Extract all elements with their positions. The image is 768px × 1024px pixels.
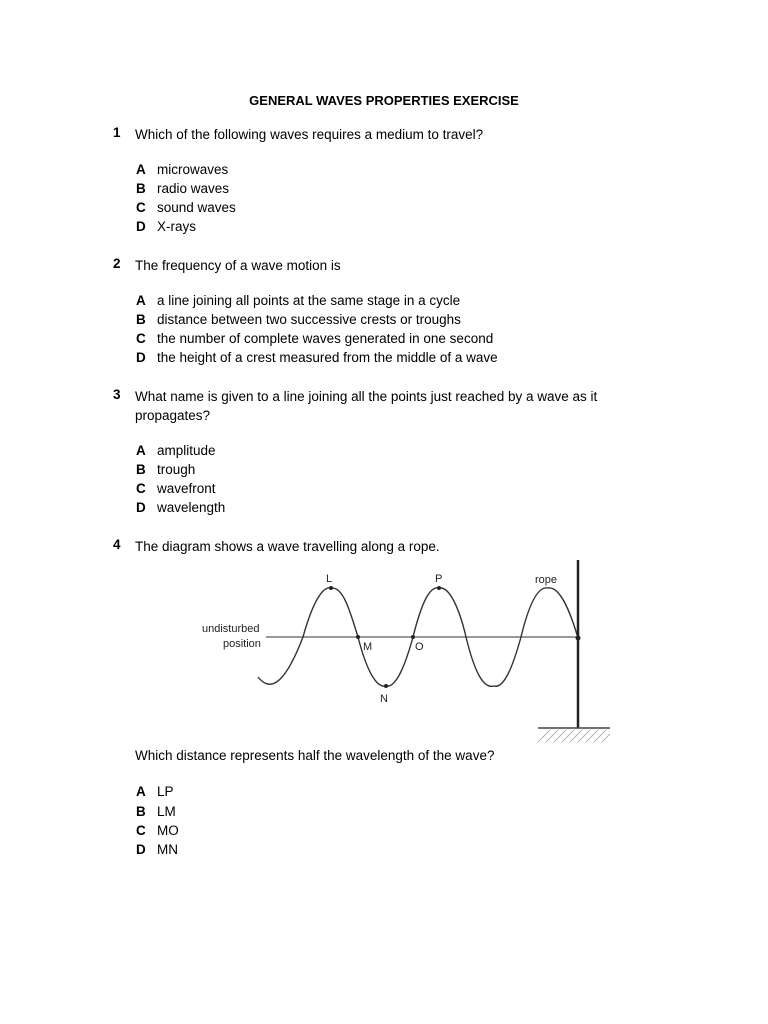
question-number: 2 [113,256,121,271]
option-text: MN [157,842,178,857]
option-text: wavelength [157,500,226,515]
question-number: 3 [113,387,121,402]
position-label: position [223,638,261,650]
option-letter: D [136,500,146,515]
label-p: P [435,573,443,585]
option-letter: B [136,312,146,327]
option-text: LP [157,784,174,799]
option-text: distance between two successive crests or troughs [157,312,461,327]
ground-hatching [538,730,610,742]
option-text: X-rays [157,219,197,234]
question-text: What name is given to a line joining all the points just reached by a wave as it propagates? [135,389,598,423]
label-o: O [415,641,424,653]
question-subtext: Which distance represents half the wavelength of the wave? [135,748,495,763]
option-letter: C [136,823,146,838]
option-letter: C [136,200,146,215]
label-n: N [380,693,388,705]
label-l: L [326,573,333,585]
point-m-marker [356,635,360,639]
undisturbed-label: undisturbed [202,623,260,635]
point-p-marker [437,586,441,590]
option-letter: B [136,462,146,477]
option-text: wavefront [157,481,216,496]
option-letter: A [136,162,146,177]
label-m: M [363,641,373,653]
option-letter: B [136,181,146,196]
point-l-marker [329,586,333,590]
question-text: Which of the following waves requires a medium to travel? [135,127,484,142]
option-letter: A [136,443,146,458]
page-title: GENERAL WAVES PROPERTIES EXERCISE [249,93,519,108]
option-text: radio waves [157,181,230,196]
rope-end-marker [576,636,581,641]
option-text: the height of a crest measured from the middle of a wave [157,350,498,365]
question-number: 4 [113,537,121,552]
point-o-marker [411,635,415,639]
question-number: 1 [113,125,121,140]
option-text: MO [157,823,179,838]
option-text: LM [157,804,176,819]
option-letter: D [136,350,146,365]
option-letter: A [136,784,146,799]
option-letter: C [136,331,146,346]
option-letter: C [136,481,146,496]
option-text: amplitude [157,443,216,458]
option-letter: D [136,219,146,234]
option-letter: D [136,842,146,857]
rope-label: rope [535,574,558,586]
question-text: The frequency of a wave motion is [135,258,341,273]
option-text: trough [157,462,196,477]
option-letter: A [136,293,146,308]
wave-diagram [198,556,616,746]
question-text: The diagram shows a wave travelling along a rope. [135,539,440,554]
option-text: sound waves [157,200,236,215]
option-text: a line joining all points at the same stage in a cycle [157,293,461,308]
point-n-marker [384,684,388,688]
option-letter: B [136,804,146,819]
option-text: the number of complete waves generated in one second [157,331,494,346]
option-text: microwaves [157,162,229,177]
